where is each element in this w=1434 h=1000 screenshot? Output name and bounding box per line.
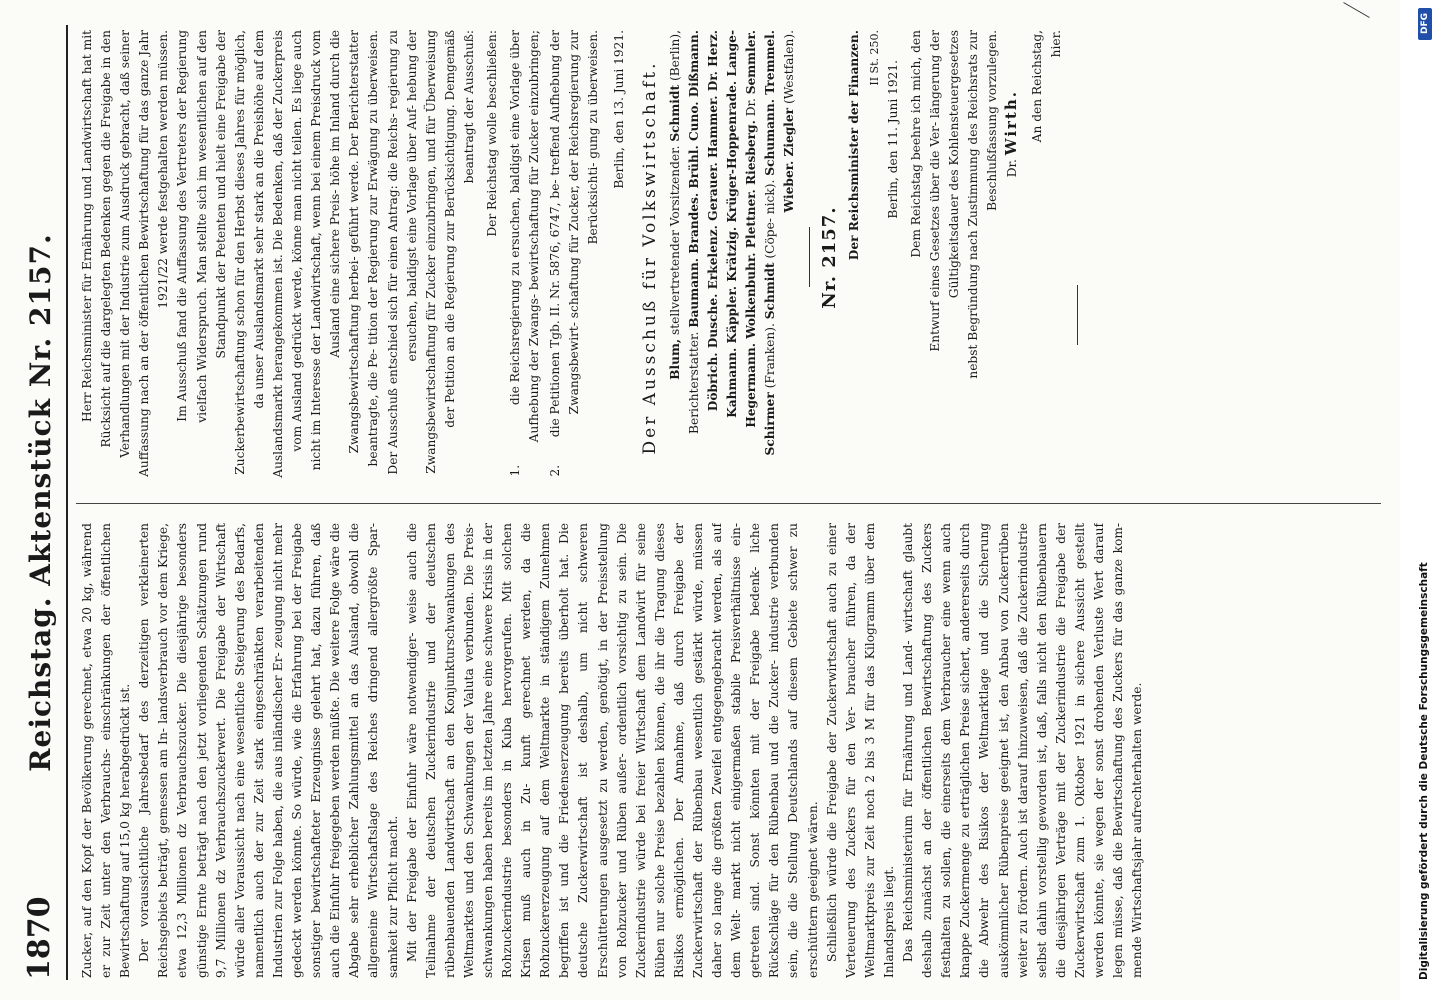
member-role: Dr. bbox=[744, 94, 759, 121]
date-line: Berlin, den 13. Juni 1921. bbox=[611, 30, 626, 189]
section-rule bbox=[809, 228, 810, 288]
signature bbox=[1002, 30, 1022, 485]
paragraph: Das Reichsministerium für Ernährung und Land- wirtschaft glaubt deshalb zunächst an der öffentlichen Bewirtschaftung des Zuckers festhalten zu sollen, die einerseits dem Verbraucher eine wenn auch knappe Zuckermenge zu erträglichen Preise sichert, andererseits durch die Abwehr des Risikos der Weltmarktlage und die Sicherung auskömmlicher Rübenpreise geeignet ist, den Anbau von Zuckerrüben weiter zu fördern. Auch ist darauf hinzuweisen, daß die Zuckerindustrie selbst dahin vorstellig geworden ist, daß, falls nicht den Rübenbauern die diesjährigen Verträge mit der Zuckerindustrie die Freigabe der Zuckerwirtschaft zum 1. Oktober 1921 in sichere Aussicht gestellt werden könnte, sie wegen der sonst drohenden Verluste Wert darauf legen müsse, daß die Bewirtschaftung des Zuckers für das ganze kom- mende Wirtschaftsjahr aufrechterhalten werde. bbox=[901, 523, 1145, 978]
signature-title: Dr. bbox=[1005, 159, 1020, 178]
member-role: (Westfalen). bbox=[782, 30, 797, 108]
member-name: Blum, bbox=[667, 338, 682, 380]
page-header bbox=[22, 25, 68, 980]
resolution-list bbox=[506, 30, 603, 485]
page-number: 1870 bbox=[22, 896, 57, 980]
digitization-footer bbox=[1416, 0, 1434, 1000]
paragraph: Der voraussichtliche Jahresbedarf des derzeitigen verkleinerten Reichsgebiets beträgt, gemessen am In- landsverbrauch vor dem Kriege, etwa 12,3 Millionen dz Verbrauchszucker. Die diesjährige besonders günstige Ernte beträgt nach den jetzt vorliegenden Schätzungen rund 9,7 Millionen dz Verbrauchszuckerwert. Die Freigabe der Wirtschaft würde aller Voraussicht nach eine wesentliche Steigerung des Bedarfs, namentlich auch der zur Zeit stark eingeschränkten verarbeitenden Industrien zur Folge haben, die aus inländischer Er- zeugung nicht mehr gedeckt werden könnte. So würde, wie die Erfahrung bei der Freigabe sonstiger bewirtschafteter Erzeugnisse gelehrt hat, dazu führen, daß auch die Einfuhr freigegeben werden müßte. Die weitere Folge wäre die Abgabe sehr erheblicher Zahlungsmittel an das Ausland, obwohl die allgemeine Wirtschaftslage des Reiches dringend allergrößte Spar- samkeit zur Pflicht macht. bbox=[137, 523, 400, 978]
digitization-credit: Digitalisierung gefördert durch die Deutsche Forschungsgemeinschaft bbox=[1418, 562, 1430, 980]
member-role: (Franken). bbox=[763, 319, 778, 393]
logo-text: DFG bbox=[1420, 12, 1430, 34]
margin-mark bbox=[1343, 2, 1369, 18]
paragraph: Herr Reichsminister für Ernährung und Landwirtschaft hat mit Rücksicht auf die dargelegten Bedenken gegen die Freigabe in den Verhandlungen mit der Industrie zum Ausdruck gebracht, daß seiner Auffassung nach an der öffentlichen Bewirtschaftung für das ganze Jahr 1921/22 werde festgehalten werden müssen. bbox=[80, 30, 171, 477]
signature-name: Wirth. bbox=[1002, 90, 1021, 156]
right-column bbox=[78, 30, 1383, 485]
paragraph: Zucker, auf den Kopf der Bevölkerung gerechnet, etwa 20 kg, während er zur Zeit unter den Verbrauchs- einschränkungen der öffentlichen Bewirtschaftung auf 15,0 kg herabgedrückt ist. bbox=[80, 523, 133, 978]
letter-date: Berlin, den 11. Juni 1921. bbox=[885, 60, 900, 219]
sender: Der Reichsminister der Finanzen. bbox=[847, 30, 862, 261]
paragraph: Im Ausschuß fand die Auffassung des Vertreters der Regierung vielfach Widerspruch. Man stellte sich im wesentlichen auf den Standpunkt der Petenten und hielt eine Freigabe der Zuckerbewirtschaftung schon für den Herbst dieses Jahres für möglich, da unser Auslandsmarkt sehr stark an die Preishöhe auf dem Auslandsmarkt herangekommen ist. Die Bedenken, daß der Zuckerpreis vom Ausland gedrückt werde, könne man nicht teilen. Es liege auch nicht im Interesse der Landwirtschaft, wenn bei einem Preisdruck vom Ausland eine sichere Preis- höhe im Inland durch die Zwangsbewirtschaftung herbei- geführt werde. Der Berichterstatter beantragte, die Pe- tition der Regierung zur Erwägung zu überweisen. Der Ausschuß entschied sich für einen Antrag: die Reichs- regierung zu ersuchen, baldigst eine Vorlage über Auf- hebung der Zwangsbewirtschaftung für Zucker einzubringen, und für Überweisung der Petition an die Regierung zur Berücksichtigung. Demgemäß beantragt der Ausschuß: bbox=[175, 30, 476, 478]
letter-closing: nebst Begründung nach Zustimmung des Reichsrats zur Beschlußfassung vorzulegen. bbox=[966, 30, 1000, 379]
committee-title: Der Ausschuß für Volkswirtschaft. bbox=[639, 60, 660, 455]
address-line: hier. bbox=[1049, 30, 1064, 58]
resolution-item: 2. die Petitionen Tgb. II. Nr. 5876, 6747, be- treffend Aufhebung der Zwangsbewirt- schaftung für Zucker, der Reichsregierung zur Berücksichti- gung zu überweisen. bbox=[546, 30, 603, 461]
address-line: An den Reichstag, bbox=[1030, 30, 1045, 143]
column-divider bbox=[76, 503, 1381, 504]
paragraph: Mit der Freigabe der Einfuhr wäre notwendiger- weise auch die Teilnahme der deutschen Zuckerindustrie und der deutschen rübenbauenden Landwirtschaft an den Konjunkturschwankungen des Weltmarktes und den Schwankungen der Valuta verbunden. Die Preis- schwankungen haben bereits im letzten Jahre eine schwere Krisis in der Rohzuckerindustrie besonders in Kuba hervorgerufen. Mit solchen Krisen muß auch in Zu- kunft gerechnet werden, da die Rohzuckererzeugung auf dem Weltmarkte in ständigem Zunehmen begriffen ist und die Friedenserzeugung bereits überholt hat. Die deutsche Zuckerwirtschaft ist deshalb, um nicht schweren Erschütterungen ausgesetzt zu werden, genötigt, in der Preisstellung von Rohzucker und Rüben außer- ordentlich vorsichtig zu sein. Die Zuckerindustrie würde bei freier Wirtschaft dem Landwirt für seine Rüben nur solche Preise bezahlen können, die ihr die Tragung dieses Risikos ermöglichen. Der Annahme, daß durch Freigabe der Zuckerwirtschaft der Rübenbau wesentlich gestärkt würde, müssen daher so lange die größten Zweifel entgegengebracht werden, als auf dem Welt- markt nicht einigermaßen stabile Preisverhältnisse ein- getreten sind. Sonst könnten mit der Freigabe bedenk- liche Rückschläge für den Rübenbau und die Zucker- industrie verbunden sein, die die Stellung Deutschlands auf diesem Gebiete schwer zu erschüttern geeignet wären. bbox=[404, 523, 820, 978]
document-number: Nr. 2157. bbox=[819, 206, 841, 309]
member-name: Semmler. Schirmer bbox=[744, 30, 778, 456]
resolution-item: 1. die Reichsregierung zu ersuchen, baldigst eine Vorlage über Aufhebung der Zwangs- bewirtschaftung für Zucker einzubringen; bbox=[506, 30, 544, 461]
draft-title: Entwurf eines Gesetzes über die Ver- längerung der Gültigkeitsdauer des Kohlensteuergesetzes bbox=[927, 30, 961, 352]
member-name: Schumann. Tremmel. Wieber. Ziegler bbox=[763, 30, 797, 213]
file-reference: II St. 250. bbox=[867, 30, 881, 86]
letter-opening: Dem Reichstag beehre ich mich, den bbox=[908, 30, 923, 258]
member-name: Schmidt bbox=[667, 84, 682, 142]
member-name: Baumann. Brandes. Brühl. Cuno. Dißmann. Döbrich. Dusche. Erkelenz. Gerauer. Hammer. Dr. Herz. Kahmann. Käppler. Krätzig. Krüger-Hoppenrade. Lange- Hegermann. Wolkenbuhr. Plettner. Riesberg. bbox=[686, 30, 759, 428]
motion-lead: Der Reichstag wolle beschließen: bbox=[484, 30, 499, 237]
paragraph: Schließlich würde die Freigabe der Zuckerwirtschaft auch zu einer Verteuerung des Zuckers für den Ver- braucher führen, da der Weltmarktpreis zur Zeit noch 2 bis 3 M für das Kilogramm über dem Inlandspreis liegt. bbox=[824, 523, 896, 978]
committee-members bbox=[666, 30, 800, 485]
member-role: (Cöpe- nick). bbox=[763, 175, 778, 263]
section-rule bbox=[1077, 285, 1078, 345]
left-column bbox=[78, 523, 1383, 978]
header-rule bbox=[66, 25, 68, 980]
running-title: Reichstag. Aktenstück Nr. 2157. bbox=[24, 233, 57, 772]
member-role: stellvertretender Vorsitzender. bbox=[667, 141, 682, 339]
member-name: Schmidt bbox=[763, 262, 778, 320]
member-role: (Berlin), Berichterstatter. bbox=[667, 30, 701, 434]
